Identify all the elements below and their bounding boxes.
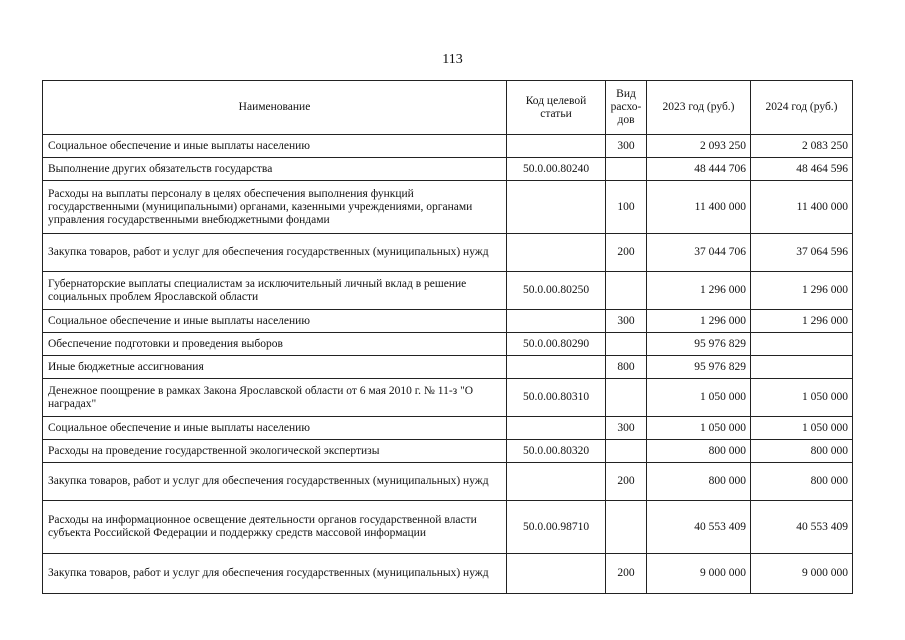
cell-2024: 800 000 (751, 463, 853, 501)
table-row (43, 463, 853, 501)
cell-code (507, 234, 606, 272)
cell-name: Иные бюджетные ассигнования (43, 356, 507, 379)
table-row (43, 417, 853, 440)
cell-2023: 1 050 000 (647, 417, 751, 440)
table-row (43, 554, 853, 594)
header-year-2023: 2023 год (руб.) (647, 81, 751, 135)
cell-name: Выполнение других обязательств государства (43, 158, 507, 181)
table-row (43, 181, 853, 234)
cell-2024: 800 000 (751, 440, 853, 463)
cell-2023: 800 000 (647, 463, 751, 501)
cell-2023: 95 976 829 (647, 333, 751, 356)
cell-code: 50.0.00.98710 (507, 501, 606, 554)
cell-2023: 1 296 000 (647, 310, 751, 333)
table-row (43, 272, 853, 310)
header-year-2024: 2024 год (руб.) (751, 81, 853, 135)
cell-name: Расходы на информационное освещение деятельности органов государственной власти субъекта Российской Федерации и поддержку средств массовой информации (43, 501, 507, 554)
table-header-row (43, 81, 853, 135)
cell-name: Губернаторские выплаты специалистам за исключительный личный вклад в решение социальных проблем Ярославской области (43, 272, 507, 310)
cell-2024 (751, 333, 853, 356)
cell-code: 50.0.00.80250 (507, 272, 606, 310)
cell-name: Обеспечение подготовки и проведения выборов (43, 333, 507, 356)
table-row (43, 158, 853, 181)
cell-2024: 11 400 000 (751, 181, 853, 234)
cell-kind (606, 158, 647, 181)
cell-kind: 200 (606, 234, 647, 272)
cell-2023: 37 044 706 (647, 234, 751, 272)
cell-kind: 300 (606, 135, 647, 158)
table-row (43, 333, 853, 356)
cell-2023: 11 400 000 (647, 181, 751, 234)
table-row (43, 440, 853, 463)
header-target-code: Код целевой статьи (507, 81, 606, 135)
cell-2024: 1 296 000 (751, 272, 853, 310)
table-row (43, 135, 853, 158)
cell-kind (606, 379, 647, 417)
cell-code (507, 417, 606, 440)
cell-name: Закупка товаров, работ и услуг для обеспечения государственных (муниципальных) нужд (43, 234, 507, 272)
budget-table (42, 80, 853, 594)
cell-name: Социальное обеспечение и иные выплаты населению (43, 135, 507, 158)
header-expense-kind: Вид расхо-дов (606, 81, 647, 135)
cell-2024: 37 064 596 (751, 234, 853, 272)
cell-2023: 9 000 000 (647, 554, 751, 594)
cell-2023: 1 296 000 (647, 272, 751, 310)
page-number: 113 (442, 52, 463, 67)
cell-code (507, 463, 606, 501)
cell-kind: 100 (606, 181, 647, 234)
cell-kind (606, 501, 647, 554)
table-row (43, 501, 853, 554)
cell-2024: 1 050 000 (751, 417, 853, 440)
cell-2023: 40 553 409 (647, 501, 751, 554)
cell-code (507, 135, 606, 158)
cell-2023: 800 000 (647, 440, 751, 463)
cell-kind: 200 (606, 554, 647, 594)
cell-code: 50.0.00.80290 (507, 333, 606, 356)
cell-2024: 2 083 250 (751, 135, 853, 158)
cell-name: Социальное обеспечение и иные выплаты населению (43, 310, 507, 333)
cell-2023: 48 444 706 (647, 158, 751, 181)
cell-name: Расходы на проведение государственной экологической экспертизы (43, 440, 507, 463)
cell-kind: 300 (606, 417, 647, 440)
cell-kind: 800 (606, 356, 647, 379)
cell-code: 50.0.00.80320 (507, 440, 606, 463)
cell-name: Денежное поощрение в рамках Закона Ярославской области от 6 мая 2010 г. № 11-з "О наградах" (43, 379, 507, 417)
cell-kind (606, 440, 647, 463)
cell-2024: 1 050 000 (751, 379, 853, 417)
cell-code: 50.0.00.80310 (507, 379, 606, 417)
table-row (43, 379, 853, 417)
cell-2024 (751, 356, 853, 379)
cell-2024: 48 464 596 (751, 158, 853, 181)
cell-name: Расходы на выплаты персоналу в целях обеспечения выполнения функций государственными (муниципальными) органами, казенными учреждениями, органами управления государственными внебюджетными фондами (43, 181, 507, 234)
cell-2023: 1 050 000 (647, 379, 751, 417)
cell-name: Закупка товаров, работ и услуг для обеспечения государственных (муниципальных) нужд (43, 463, 507, 501)
cell-code (507, 181, 606, 234)
cell-code: 50.0.00.80240 (507, 158, 606, 181)
cell-2023: 2 093 250 (647, 135, 751, 158)
cell-2023: 95 976 829 (647, 356, 751, 379)
cell-2024: 9 000 000 (751, 554, 853, 594)
cell-2024: 1 296 000 (751, 310, 853, 333)
cell-2024: 40 553 409 (751, 501, 853, 554)
cell-code (507, 356, 606, 379)
cell-name: Социальное обеспечение и иные выплаты населению (43, 417, 507, 440)
table-row (43, 234, 853, 272)
cell-code (507, 310, 606, 333)
table-row (43, 310, 853, 333)
cell-kind: 300 (606, 310, 647, 333)
cell-code (507, 554, 606, 594)
table-row (43, 356, 853, 379)
cell-name: Закупка товаров, работ и услуг для обеспечения государственных (муниципальных) нужд (43, 554, 507, 594)
cell-kind (606, 333, 647, 356)
cell-kind: 200 (606, 463, 647, 501)
cell-kind (606, 272, 647, 310)
header-name: Наименование (43, 81, 507, 135)
